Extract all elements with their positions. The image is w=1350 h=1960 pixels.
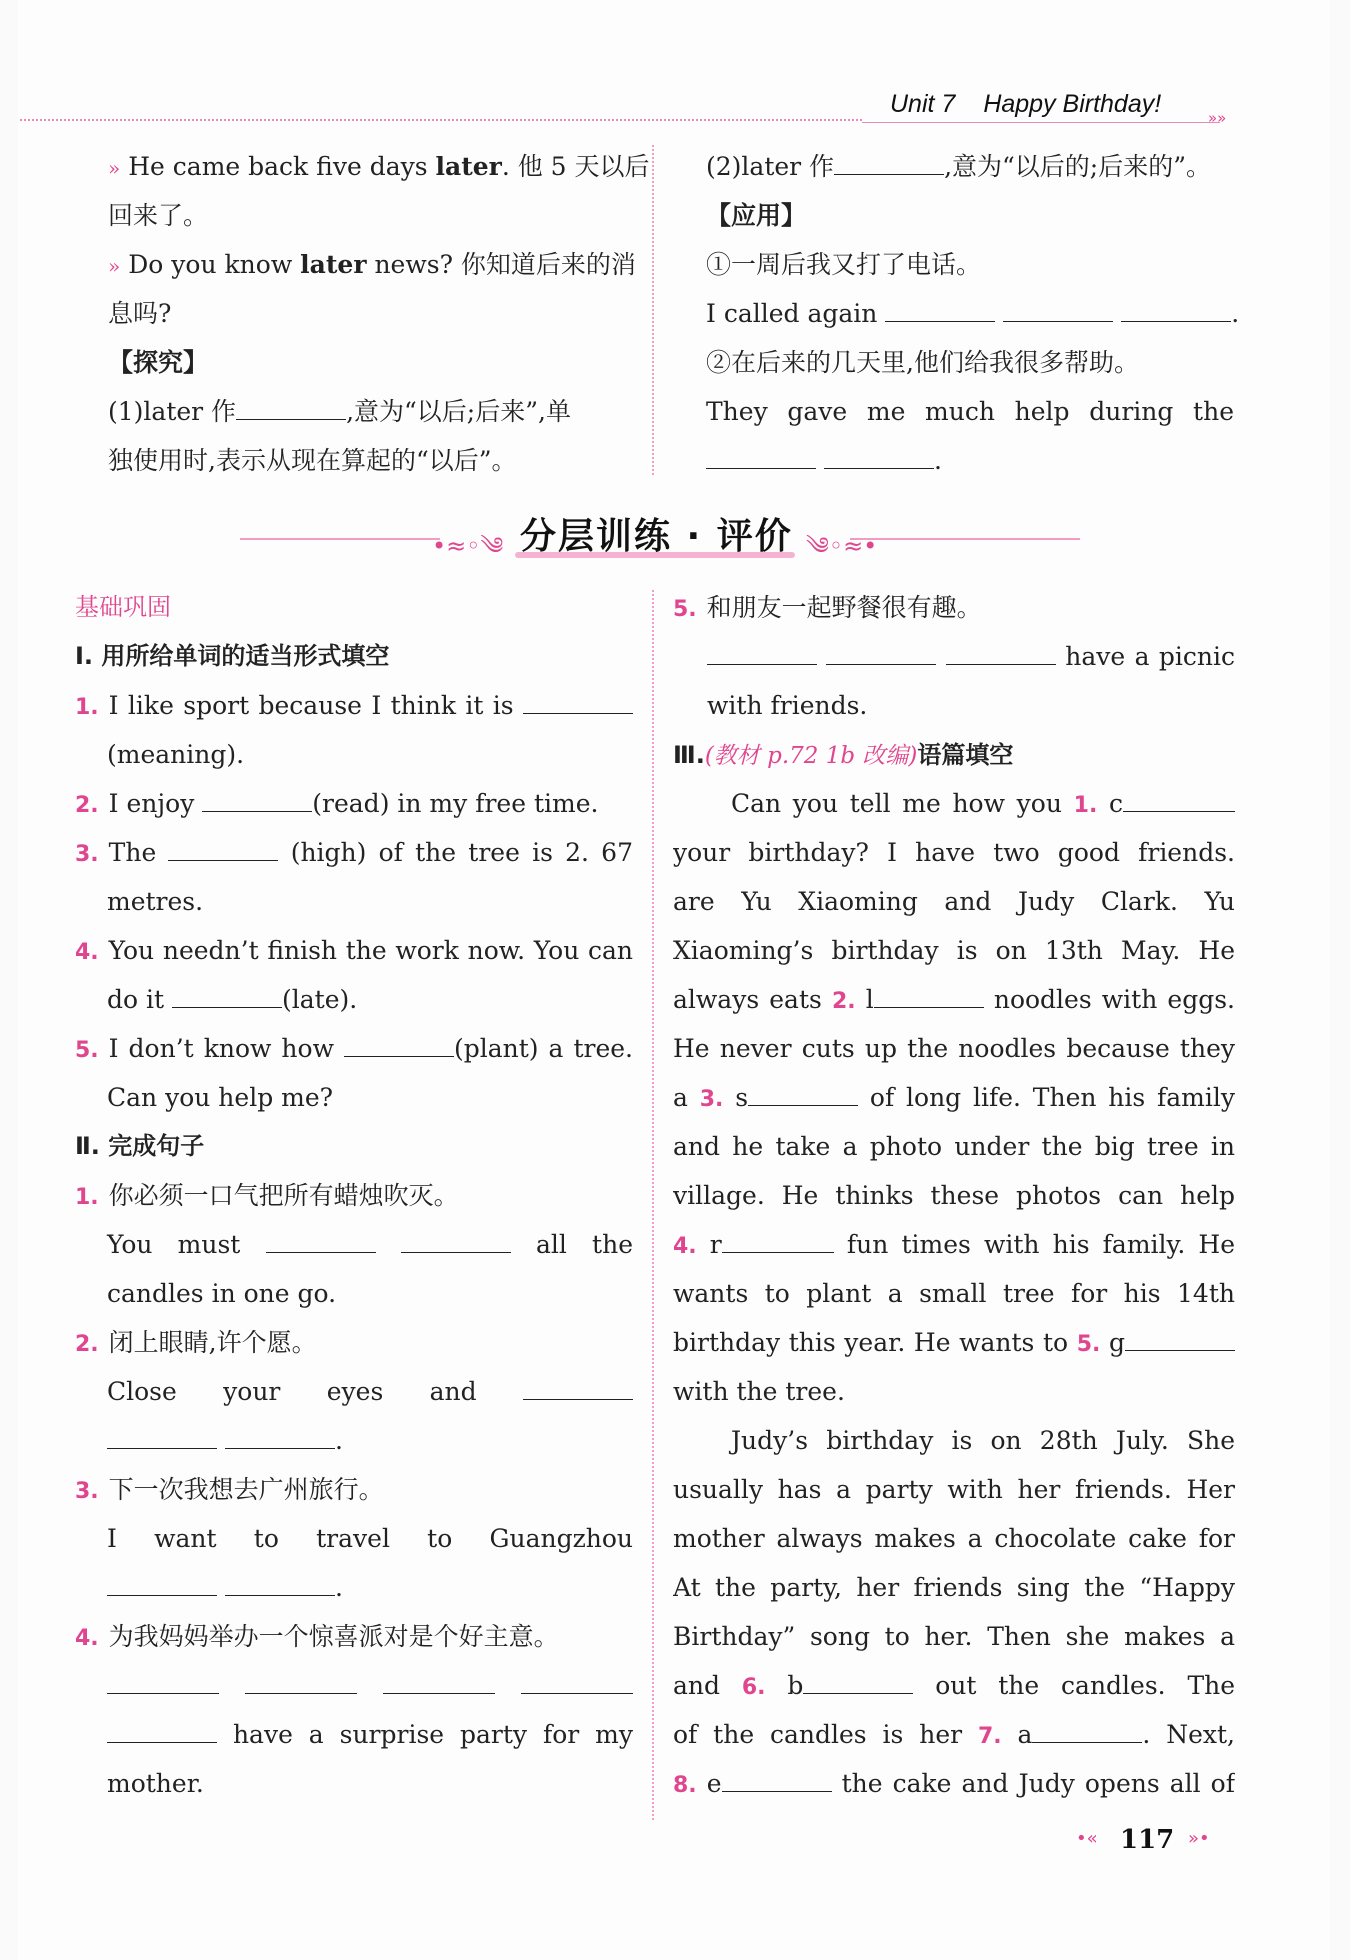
passage-line: are Yu Xiaoming and Judy Clark. Yu (673, 887, 1235, 916)
sentence-1-cont: candles in one go. (107, 1279, 337, 1308)
passage-line: At the party, her friends sing the “Happy (673, 1573, 1235, 1602)
sentence-4-blanks (75, 1661, 633, 1710)
sentence-2-blanks: . (75, 1416, 633, 1465)
apply-heading: 【应用】 (706, 201, 807, 230)
passage-line: with the tree. (673, 1377, 845, 1406)
sentence-2-chinese: 2. 闭上眼睛,许个愿。 (75, 1328, 317, 1357)
answer-blank[interactable] (874, 977, 984, 1008)
item-1-cont: (meaning). (107, 740, 245, 769)
example-1-cont: 回来了。 (108, 201, 209, 230)
answer-blank[interactable] (824, 438, 934, 469)
passage-line: usually has a party with her friends. Her (673, 1475, 1235, 1504)
sentence-2-english: Close your eyes and (75, 1367, 633, 1416)
answer-blank[interactable] (225, 1418, 335, 1449)
passage-line: Judy’s birthday is on 28th July. She (731, 1426, 1235, 1455)
answer-blank[interactable] (401, 1222, 511, 1253)
item-4-cont: do it (late). (75, 975, 633, 1024)
answer-blank[interactable] (107, 1418, 217, 1449)
section-3-title: Ⅲ.(教材 p.72 1b 改编)语篇填空 (673, 741, 1014, 769)
apply-q2-english: They gave me much help during the (706, 397, 1234, 426)
item-5: 5. I don’t know how (plant) a tree. (75, 1024, 633, 1073)
sentence-5-english: have a picnic (673, 632, 1235, 681)
passage-line: of the candles is her 7. a . Next, (673, 1710, 1235, 1759)
sentence-4-english: have a surprise party for my (75, 1710, 633, 1759)
explore-heading: 【探究】 (108, 348, 209, 377)
passage-line: wants to plant a small tree for his 14th (673, 1279, 1235, 1308)
bullet-icon: » (108, 156, 121, 180)
header-title (890, 90, 1189, 119)
unit-title: Happy Birthday! (983, 90, 1162, 118)
unit-label: Unit 7 (890, 90, 956, 118)
answer-blank[interactable] (236, 389, 346, 420)
passage-line: mother always makes a chocolate cake for (673, 1524, 1235, 1553)
bullet-icon: » (108, 254, 121, 278)
sentence-5-cont: with friends. (707, 691, 868, 720)
header-dotted-line (20, 119, 862, 121)
passage-line: and 6. b out the candles. The (673, 1661, 1235, 1710)
sentence-1-english: You must all the (75, 1220, 633, 1269)
item-3-cont: metres. (107, 887, 204, 916)
header-arrows-icon: »» (1208, 109, 1227, 127)
answer-blank[interactable] (834, 144, 944, 175)
sentence-3-english: I want to travel to Guangzhou (107, 1524, 633, 1553)
example-2-cont: 息吗? (108, 299, 172, 328)
answer-blank[interactable] (523, 1369, 633, 1400)
answer-blank[interactable] (706, 438, 816, 469)
item-5-cont: Can you help me? (107, 1083, 334, 1112)
answer-blank[interactable] (245, 1663, 357, 1694)
answer-blank[interactable] (1032, 1712, 1142, 1743)
top-left-column (108, 142, 650, 485)
sentence-3-blanks: . (75, 1563, 633, 1612)
answer-blank[interactable] (344, 1026, 454, 1057)
answer-blank[interactable] (107, 1712, 217, 1743)
banner-line-left (240, 538, 440, 540)
example-2: » Do you know later news? 你知道后来的消 (108, 250, 636, 279)
answer-blank[interactable] (1121, 291, 1231, 322)
answer-blank[interactable] (168, 830, 278, 861)
page-ornament-icon: »• (1188, 1828, 1210, 1849)
explore-point-2: (2)later 作 ,意为“以后的;后来的”。 (706, 142, 1234, 191)
sentence-4-chinese: 4. 为我妈妈举办一个惊喜派对是个好主意。 (75, 1622, 559, 1651)
answer-blank[interactable] (202, 781, 312, 812)
page-ornament-icon: •« (1076, 1828, 1098, 1849)
answer-blank[interactable] (826, 634, 936, 665)
exercise-right-column (673, 583, 1235, 1808)
answer-blank[interactable] (266, 1222, 376, 1253)
answer-blank[interactable] (225, 1565, 335, 1596)
passage-line: your birthday? I have two good friends. (673, 838, 1235, 867)
answer-blank[interactable] (885, 291, 995, 322)
apply-q2-blanks: . (706, 436, 1234, 485)
apply-q1-chinese: ①一周后我又打了电话。 (706, 250, 982, 279)
sentence-4-cont: mother. (107, 1769, 204, 1798)
passage-line: village. He thinks these photos can help (673, 1181, 1235, 1210)
section-banner (0, 500, 1350, 570)
sentence-1-chinese: 1. 你必须一口气把所有蜡烛吹灭。 (75, 1181, 459, 1210)
apply-q2-chinese: ②在后来的几天里,他们给我很多帮助。 (706, 348, 1139, 377)
section-2-title: Ⅱ. 完成句子 (75, 1132, 205, 1160)
top-right-column (706, 142, 1240, 485)
exercise-left-column (75, 583, 633, 1808)
section-1-title: Ⅰ. 用所给单词的适当形式填空 (75, 642, 390, 670)
passage-line: and he take a photo under the big tree in (673, 1132, 1235, 1161)
answer-blank[interactable] (946, 634, 1056, 665)
item-2: 2. I enjoy (read) in my free time. (75, 779, 633, 828)
apply-q1-english: I called again . (706, 289, 1234, 338)
answer-blank[interactable] (521, 1663, 633, 1694)
column-divider (652, 590, 654, 1820)
answer-blank[interactable] (523, 683, 633, 714)
passage-line: always eats 2. l noodles with eggs. (673, 975, 1235, 1024)
answer-blank[interactable] (107, 1565, 217, 1596)
passage-line: a 3. s of long life. Then his family (673, 1073, 1235, 1122)
swirl-ornament-icon: •≈◦༄ (432, 532, 504, 560)
sentence-3-chinese: 3. 下一次我想去广州旅行。 (75, 1475, 384, 1504)
answer-blank[interactable] (748, 1075, 858, 1106)
banner-title: 分层训练 · 评价 (520, 516, 793, 557)
passage-line: He never cuts up the noodles because they (673, 1034, 1235, 1063)
passage-line: birthday this year. He wants to 5. g (673, 1318, 1235, 1367)
basic-heading: 基础巩固 (75, 593, 171, 621)
banner-line-right (850, 538, 1080, 540)
answer-blank[interactable] (722, 1222, 834, 1253)
swirl-ornament-icon: ༄◦≈• (806, 532, 878, 560)
item-3: 3. The (high) of the tree is 2. 67 (75, 828, 633, 877)
answer-blank[interactable] (172, 977, 282, 1008)
sentence-5-chinese: 5. 和朋友一起野餐很有趣。 (673, 593, 982, 622)
page-number: 117 (1120, 1825, 1175, 1855)
column-divider (652, 145, 654, 475)
item-1: 1. I like sport because I think it is (75, 681, 633, 730)
passage-line: Can you tell me how you 1. c (673, 779, 1235, 828)
passage-line: Xiaoming’s birthday is on 13th May. He (673, 936, 1235, 965)
answer-blank[interactable] (707, 634, 817, 665)
answer-blank[interactable] (1123, 781, 1235, 812)
page-header (0, 86, 1350, 126)
answer-blank[interactable] (383, 1663, 495, 1694)
header-rule (862, 122, 1220, 123)
answer-blank[interactable] (1003, 291, 1113, 322)
answer-blank[interactable] (722, 1761, 832, 1792)
example-1: » He came back five days later. 他 5 天以后 (108, 152, 650, 181)
passage-line: Birthday” song to her. Then she makes a (673, 1622, 1235, 1651)
explore-point-1: (1)later 作 ,意为“以后;后来”,单 (108, 387, 633, 436)
answer-blank[interactable] (1125, 1320, 1235, 1351)
answer-blank[interactable] (803, 1663, 913, 1694)
passage-line: 8. e the cake and Judy opens all of (673, 1759, 1235, 1808)
passage-line: 4. r fun times with his family. He (673, 1220, 1235, 1269)
answer-blank[interactable] (107, 1663, 219, 1694)
explore-point-1-cont: 独使用时,表示从现在算起的“以后”。 (108, 446, 517, 475)
item-4: 4. You needn’t finish the work now. You can (75, 936, 633, 965)
